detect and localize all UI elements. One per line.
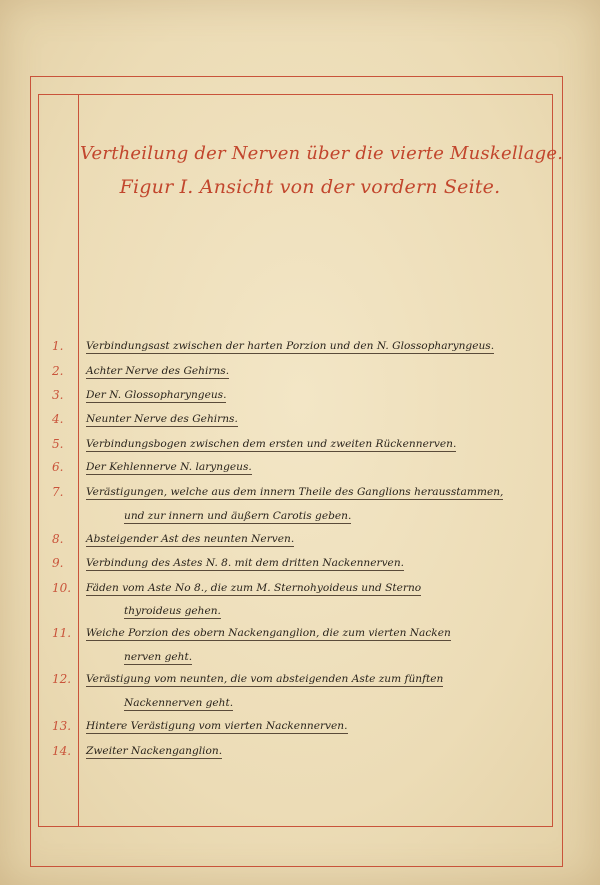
- item-text-continuation: nerven geht.: [124, 651, 193, 663]
- item-text: Der N. Glossopharyngeus.: [86, 389, 227, 401]
- item-text: Absteigender Ast des neunten Nerven.: [86, 533, 295, 545]
- item-text: Achter Nerve des Gehirns.: [86, 365, 230, 377]
- item-text: Neunter Nerve des Gehirns.: [86, 413, 238, 425]
- item-number: 3.: [52, 388, 64, 402]
- item-text-continuation: Nackennerven geht.: [124, 697, 234, 709]
- item-text: Verbindungsast zwischen der harten Porzion und den N. Glossopharyngeus.: [86, 340, 495, 352]
- margin-rule: [78, 94, 79, 827]
- item-number: 7.: [52, 485, 64, 499]
- item-number: 1.: [52, 339, 64, 353]
- item-text-continuation: und zur innern und äußern Carotis geben.: [124, 510, 352, 522]
- item-number: 13.: [52, 719, 72, 733]
- item-text: Der Kehlennerve N. laryngeus.: [86, 461, 252, 473]
- item-number: 14.: [52, 744, 72, 758]
- item-number: 2.: [52, 364, 64, 378]
- item-number: 8.: [52, 532, 64, 546]
- item-number: 6.: [52, 460, 64, 474]
- item-number: 11.: [52, 626, 72, 640]
- item-number: 4.: [52, 412, 64, 426]
- item-text: Verbindung des Astes N. 8. mit dem dritten Nackennerven.: [86, 557, 405, 569]
- item-number: 10.: [52, 581, 72, 595]
- item-text: Weiche Porzion des obern Nackenganglion, die zum vierten Nacken: [86, 627, 451, 639]
- item-number: 5.: [52, 437, 64, 451]
- item-text-continuation: thyroideus gehen.: [124, 605, 221, 617]
- item-number: 9.: [52, 556, 64, 570]
- title-line-1: Vertheilung der Nerven über die vierte Muskellage.: [80, 143, 564, 164]
- item-text: Fäden vom Aste No 8., die zum M. Sternohyoideus und Sterno: [86, 582, 422, 594]
- item-text: Hintere Verästigung vom vierten Nackennerven.: [86, 720, 348, 732]
- item-text: Verästigung vom neunten, die vom absteigenden Aste zum fünften: [86, 673, 444, 685]
- item-text: Verästigungen, welche aus dem innern Theile des Ganglions herausstammen,: [86, 486, 504, 498]
- item-text: Zweiter Nackenganglion.: [86, 745, 223, 757]
- title-line-2: Figur I. Ansicht von der vordern Seite.: [119, 176, 501, 198]
- item-text: Verbindungsbogen zwischen dem ersten und zweiten Rückennerven.: [86, 438, 457, 450]
- item-number: 12.: [52, 672, 72, 686]
